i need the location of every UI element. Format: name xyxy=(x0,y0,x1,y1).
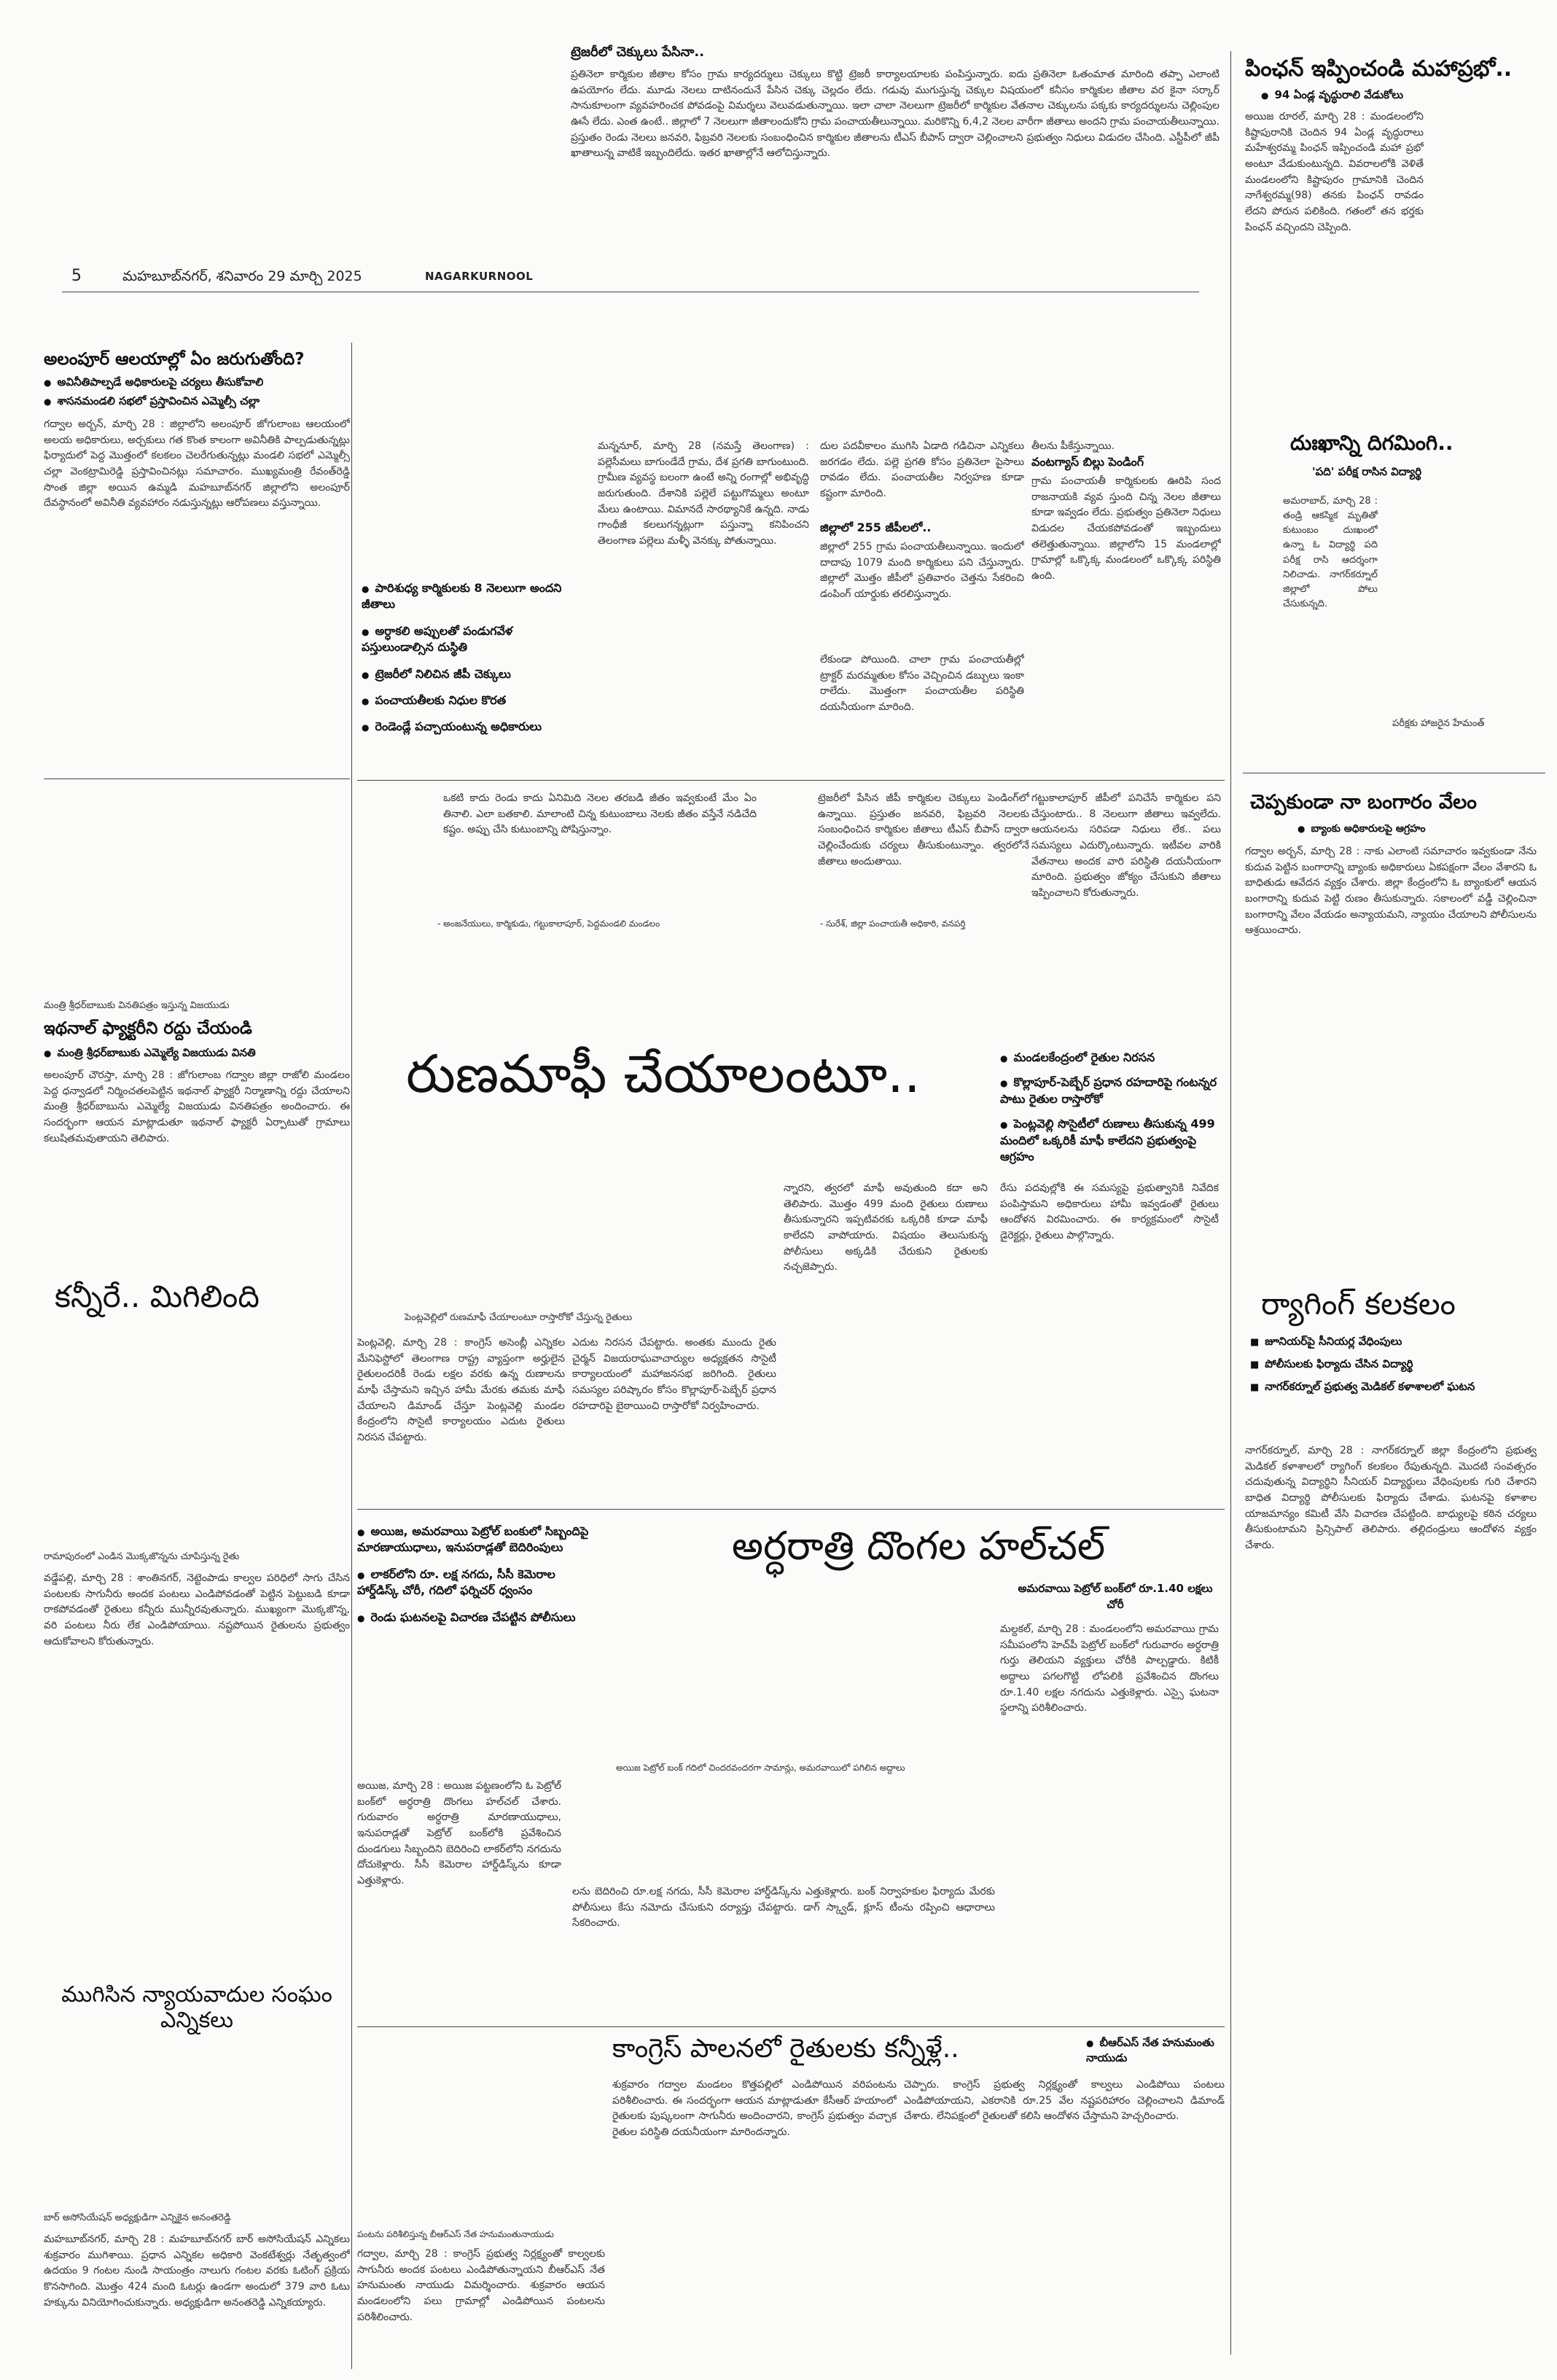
pension-photo xyxy=(1432,109,1542,321)
right-col-divider xyxy=(1230,51,1231,2354)
dateline: మహబూబ్‌నగర్, శనివారం 29 మార్చి 2025 xyxy=(122,268,362,284)
congress-kicker: ● బీఆర్‌ఎస్ నేత హనుమంతు నాయుడు xyxy=(1086,2035,1225,2066)
ragging-bullet-2: ■ పోలీసులకు ఫిర్యాదు చేసిన విద్యార్థి xyxy=(1250,1357,1542,1372)
congress-photo xyxy=(357,2034,605,2223)
sanitation-bullet-3: ● ట్రెజరీలో నిలిచిన జీపీ చెక్కులు xyxy=(362,666,588,682)
gas-body-2: గ్రామ పంచాయతీ కార్మికులకు ఊరిపి సంద రాజనాయకి వ్యవ స్తుంది చిన్న నెలల జీతాలు కూడా ఇవ్వడం లేదు. ప్రభుత్వం ప్రతినెలా నిధులు విడుదల చేయకపోవడంతో ఇబ్బందులు తలెత్తుతున్నాయి. జిల్లాలోని 15 మండలాల్లో గ్రామాల్లో ఒక్కొక్క మండలంలో ఒక్కొక్క పరిస్థితి ఉంది. xyxy=(1031,475,1221,582)
pension-body: అయిజ రూరల్, మార్చి 28 : మండలంలోని కిష్టాపురానికి చెందిన 94 ఏండ్ల వృద్ధురాలు మహేశ్వరమ్మ పింఛన్ ఇప్పించండి మహా ప్రభో అంటూ వేడుకుంటున్నది. వివరాలలోకి వెళితే మండలంలోని కిష్టాపురం గ్రామానికి చెందిన నాగేశ్వరమ్మ(98) తనకు పింఛన్ రావడం లేదని పోరున పలికింది. గతంలో తన భర్తకు పింఛన్ వచ్చిందని చెప్పింది. xyxy=(1245,111,1424,233)
sanitation-bullet-1: ● పారిశుధ్య కార్మికులకు 8 నెలలుగా అందని జీతాలు xyxy=(362,580,588,613)
congress-caption: పంటను పరిశీలిస్తున్న బీఆర్‌ఎస్ నేత హనుమంతునాయుడు xyxy=(357,2229,554,2239)
sanitation-body-2: దుల పదవీకాలం ముగిసి ఏడాది గడిచినా ఎన్నికలు జరగడం లేదు. పల్లె ప్రగతి కోసం ప్రతినెలా పైసాలు రావడం లేదు. పంచాయతీల నిర్వహణ కూడా కష్టంగా మారింది. xyxy=(820,440,1024,500)
dukham-photo xyxy=(1385,494,1542,713)
sanitation-workers-photo xyxy=(357,437,561,561)
bank-bullet: ● బ్యాంకు అధికారులపై ఆగ్రహం xyxy=(1298,822,1531,837)
quote-1-body: ఒకటి కాదు రెండు కాదు ఏనిమిది నెలల తరబడి జీతం ఇవ్వకుంటే మేం ఏం తినాలి. ఎలా బతకాలి. మాలాంటి చిన్న కుటుంబాలు నెలకు జీతం వస్తేనే నడిచేది కష్టం. అప్పు చేసి కుటుంబాన్ని పోషిస్తున్నాం. xyxy=(443,792,757,836)
sanitation-body-3: జిల్లాలో 255 గ్రామ పంచాయతీలున్నాయి. ఇందులో దాదాపు 1079 మంది కార్మికులు పని చేస్తున్నారు. జిల్లాలో మొత్తం జీపీలో ప్రతివారం చెత్తను సేకరించి డంపింగ్ యార్డుకు తరలిస్తున్నారు. xyxy=(820,541,1024,601)
gas-subhead: వంటగ్యాస్ బిల్లు పెండింగ్ xyxy=(1031,455,1144,469)
sanitation-subhead: జిల్లాలో 255 జీపీలలో.. xyxy=(820,520,932,534)
ragging-bullet-3: ■ నాగర్‌కర్నూల్ ప్రభుత్వ మెడికల్ కళాశాలలో ఘటన xyxy=(1250,1379,1542,1394)
pension-bullet: ● 94 ఏండ్ల వృద్ధురాలి వేడుకోలు xyxy=(1261,87,1538,103)
dukham-headline: దుఃఖాన్ని దిగమింగి.. xyxy=(1290,431,1453,455)
runa-headline: రుణమాఫీ చేయాలంటూ.. xyxy=(406,1043,921,1104)
edition-label: NAGARKURNOOL xyxy=(425,270,534,283)
runa-body-3: న్నారని, త్వరలో మాఫీ అవుతుంది కదా అని తెలిపారు. మొత్తం 499 మంది రైతులు రుణాలు తీసుకున్నారని ఇప్పటివరకు ఒక్కరికి కూడా మాఫీ కాలేదని వాపోయారు. విషయం తెలుసుకున్న పోలీసులు అక్కడికి చేరుకుని రైతులకు నచ్చజెప్పారు. xyxy=(784,1182,988,1273)
thieves-body-2: లను బెదిరించి రూ.లక్ష నగదు, సీసీ కెమెరాల హార్డ్‌డిస్క్‌ను ఎత్తుకెళ్లారు. బంక్ నిర్వాహకుల ఫిర్యాదు మేరకు పోలీసులు కేసు నమోదు చేసుకుని దర్యాప్తు చేపట్టారు. డాగ్ స్క్వాడ్, క్లూస్ టీంను రప్పించి ఆధారాలు సేకరించారు. xyxy=(572,1886,995,1930)
runa-bullet-2: ● కొల్లాపూర్-పెబ్బేర్ ప్రధాన రహదారిపై గంటన్నర పాటు రైతుల రాస్తారోకో xyxy=(1000,1074,1219,1107)
alampur-headline: అలంపూర్ ఆలయాల్లో ఏం జరుగుతోంది? xyxy=(44,350,305,369)
thieves-bullet-2: ● లాకర్‌లోని రూ. లక్ష నగదు, సీసీ కెమెరాల హార్డ్‌డిస్క్ చోరీ, గదిలో ఫర్నిచర్ ధ్వంసం xyxy=(357,1566,598,1599)
alampur-bullet-1: ● అవినీతిపాల్పడే అధికారులపై చర్యలు తీసుకోవాలి xyxy=(44,375,357,390)
congress-body-3: చెప్పారు. కాంగ్రెస్ ప్రభుత్వ నిర్లక్ష్యంతో కాల్వలు ఎండిపోయి పంటలు ఎండిపోయాయని, ఎకరానికి రూ.25 వేల నష్టపరిహారం చెల్లించాలని డిమాండ్ చేశారు. లేనిపక్షంలో రైతులతో కలిసి ఆందోళన చేస్తామని హెచ్చరించారు. xyxy=(904,2079,1225,2123)
runa-bullet-3: ● పెంట్లవెల్లి సొసైటీలో రుణాలు తీసుకున్న 499 మందిలో ఒక్కరికీ మాఫీ కాలేదని ప్రభుత్వంపై ఆగ్రహం xyxy=(1000,1116,1219,1165)
ragging-body: నాగర్‌కర్నూల్, మార్చి 28 : నాగర్‌కర్నూల్ జిల్లా కేంద్రంలోని ప్రభుత్వ మెడికల్ కళాశాలలో ర్యాగింగ్ కలకలం రేపుతున్నది. మొదటి సంవత్సరం చదువుతున్న విద్యార్థిని సీనియర్ విద్యార్థులు వేధింపులకు గురి చేశారని బాధిత విద్యార్థి పోలీసులకు ఫిర్యాదు చేశాడు. ఘటనపై కళాశాల యాజమాన్యం కమిటీ వేసి విచారణ చేపట్టింది. బాధ్యులపై కఠిన చర్యలు తీసుకుంటామని ప్రిన్సిపాల్ తెలిపారు. తల్లిదండ్రులు ఆందోళన వ్యక్తం చేశారు. xyxy=(1245,1445,1537,1552)
thieves-subhead: అమరవాయి పెట్రోల్ బంక్‌లో రూ.1.40 లక్షలు చోరీ xyxy=(1018,1582,1213,1611)
sanitation-bullets xyxy=(362,580,588,736)
runa-bullets xyxy=(1000,1050,1219,1165)
col4-side-body: గట్టుకాలాపూర్ జీపీలో పనిచేసే కార్మికుల పని చేస్తుంటారు.. 8 నెలలుగా జీతాలు ఇవ్వలేదు. ఆయనలను సరిపడా నిధులు లేక.. పలు సమస్యలు ఎదుర్కొంటున్నారు. ఇటీవల వారికి వేతనాలు అందక వారి పరిస్థితి దయనీయంగా మారింది. ప్రభుత్వం జోక్యం చేసుకుని జీతాలు ఇప్పించాలని కోరుతున్నారు. xyxy=(1031,792,1221,900)
alampur-bullet-2: ● శాసనమండలి సభలో ప్రస్తావించిన ఎమ్మెల్సీ చల్లా xyxy=(44,394,357,409)
tears-headline: కన్నీరే.. మిగిలింది xyxy=(55,1279,260,1314)
sanitation-body-4: లేకుండా పోయింది. చాలా గ్రామ పంచాయతీల్లో ట్రాక్టర్ మరమ్మతుల కోసం వెచ్చించిన డబ్బులు ఇంకా రాలేదు. మొత్తంగా పంచాయతీల పరిస్థితి దయనీయంగా మారింది. xyxy=(820,654,1024,714)
thieves-photo-1 xyxy=(616,1582,995,1757)
ethanol-kicker: మంత్రి శ్రీధర్‌బాబుకు వినతిపత్రం ఇస్తున్న విజయుడు xyxy=(44,1000,230,1011)
treasury-body: ప్రతినెలా కార్మికుల జీతాల కోసం గ్రామ కార్యదర్శులు చెక్కులు కొట్టి ట్రెజరీ కార్యాలయాలకు పంపిస్తున్నారు. ఐదు ప్రతినెలా ఓతంమాత మారింది తప్పా ఎలాంటి ఉపయోగం లేదు. మూడు నెలలు దాటినందునే పేసిన చెక్కు చెల్లదం లేదు. గడువు ముగుస్తున్న చెక్కుల విషయంలో కనీసం కార్మికుల జీతాల వర కైనా సర్కార్ సానుకూలంగా వ్యవహరించక పోవడంపై విమర్శలు వెలువడుతున్నాయి. ఇలా చాలా నెలలుగా ట్రెజరీలో కార్మికుల వేతనాల చెక్కులను పక్కకు కార్యదర్శులను చెల్లింపుల ఊసే లేదు. ఎంత ఉంటే.. జిల్లాలో 7 నెలలుగా జీతాలందుకోని గ్రామ పంచాయతీలున్నాయి. మరికొన్ని 6,4,2 నెలల వారీగా జీతాలు అందని గ్రామ పంచాయతీలున్నాయి. ప్రస్తుతం రెండు నెలలు జనవరి, ఫిబ్రవరి నెలలకు సంబంధించిన కార్మికుల జీతాలను టీఎస్ బీపాస్ ద్వారా చెల్లించాలని ప్రభుత్వం నిధులు విడుదల చేసింది. ఎస్టీపీలో జీపీ ఖాతాలున్న వాటికే ఇబ్బందిలేదు. ఇతర ఖాతాల్లోనే ఆలోచిస్తున్నారు. xyxy=(571,69,1220,160)
runa-body-2: ఎదుట నిరసన చేపట్టారు. అంతకు ముందు రైతు చైర్మన్ విజయరాఘవాచార్యుల అధ్యక్షతన సొసైటీ కార్యాలయంలో మహాజనసభ జరిగింది. రైతులు సమస్యల పరిష్కారం కోసం కొల్లాపూర్-పెబ్బేర్ ప్రధాన రహదారిపై బైఠాయించి రాస్తారోకో నిర్వహించారు. xyxy=(572,1337,776,1412)
runa-body-4: రేసు పదవుల్లోకి ఈ సమస్యపై ప్రభుత్వానికి నివేదిక పంపిస్తామని అధికారులు హామీ ఇవ్వడంతో రైతులు ఆందోళన విరమించారు. ఈ కార్యక్రమంలో సొసైటీ డైరెక్టర్లు, రైతులు పాల్గొన్నారు. xyxy=(1000,1182,1219,1242)
bar-headline: ముగిసిన న్యాయవాదుల సంఘం ఎన్నికలు xyxy=(61,1982,332,2033)
thieves-photo-2 xyxy=(572,1782,995,1877)
quote-1-attribution: - అంజనేయులు, కార్మికుడు, గట్టుకాలాపూర్, పెద్దమండలి మండలం xyxy=(437,918,660,929)
thieves-bullets xyxy=(357,1523,598,1626)
quote-2-body: ట్రెజరీలో పేసిన జీపీ కార్మికుల చెక్కులు పెండింగ్‌లో ఉన్నాయి. ప్రస్తుతం జనవరి, ఫిబ్రవరి నెలలకు సంబంధించిన కార్మికుల జీతాలు టీఎస్ బీపాస్ ద్వారా చెల్లించేందుకు చర్యలు తీసుకుంటున్నాం. త్వరలోనే జీతాలు అందుతాయి. xyxy=(818,792,1029,867)
runa-photo-caption: పెంట్లవెల్లిలో రుణమాఫీ చేయాలంటూ రాస్తారోకో చేస్తున్న రైతులు xyxy=(405,1312,633,1323)
congress-body-2: శుక్రవారం గద్వాల మండలం కొత్తపల్లిలో ఎండిపోయిన వరిపంటను పరిశీలించారు. ఈ సందర్భంగా ఆయన మాట్లాడుతూ కేసీఆర్ హయాంలో రైతులకు పుష్కలంగా సాగునీరు అందించారని, కాంగ్రెస్ ప్రభుత్వం వచ్చాక రైతుల పరిస్థితి దయనీయంగా మారిందన్నారు. xyxy=(612,2079,897,2139)
sanitation-bullet-2: ● అర్ధాకలి అప్పులతో పండుగవేళ పస్తులుండాల్సిన దుస్థితి xyxy=(362,623,588,656)
sanitation-bullet-4: ● పంచాయతీలకు నిధుల కొరత xyxy=(362,692,588,709)
ragging-bullets xyxy=(1250,1334,1542,1395)
thieves-bullet-3: ● రెండు ఘటనలపై విచారణ చేపట్టిన పోలీసులు xyxy=(357,1610,598,1626)
ethanol-headline: ఇథనాల్ ఫ్యాక్టరీని రద్దు చేయండి xyxy=(44,1019,252,1038)
quote-2-attribution: - సురేశ్, జిల్లా పంచాయతీ అధికారి, వనపర్తి xyxy=(820,918,966,929)
ethanol-photo xyxy=(44,784,350,995)
dukham-caption: పరీక్షకు హాజరైన హేమంత్ xyxy=(1392,718,1485,729)
bank-headline: చెప్పకుండా నా బంగారం వేలం xyxy=(1250,791,1477,814)
ragging-headline: ర్యాగింగ్ కలకలం xyxy=(1261,1286,1456,1322)
thieves-caption: అయిజ పెట్రోల్ బంక్ గదిలో చిందరవందరగా సామాన్లు, అమరవాయిలో పగిలిన అద్దాలు xyxy=(616,1763,905,1773)
ethanol-bullet: ● మంత్రి శ్రీధర్‌బాబుకు ఎమ్మెల్యే విజయుడు వినతి xyxy=(44,1045,357,1061)
runa-body-1: పెంట్లవెల్లి, మార్చి 28 : కాంగ్రెస్ అసెంబ్లీ ఎన్నికల మేనిఫెస్టోలో తెలంగాణ రాష్ట్ర వ్యాప్తంగా అర్హులైన రైతులందరికీ రెండు లక్షల వరకు ఉన్న రుణాలను మాఫీ చేస్తామని ఇచ్చిన హామీ మేరకు తమకు మాఫీ చేయాలని డిమాండ్ చేస్తూ పెంట్లవెల్లి మండల కేంద్రంలోని సొసైటీ కార్యాలయం ఎదుట రైతులు నిరసన చేపట్టారు. xyxy=(357,1337,565,1444)
sanitation-body-1: మన్ననూర్, మార్చి 28 (నమస్తే తెలంగాణ) : పల్లెసీమలు బాగుండేదే గ్రామ, దేశ ప్రగతి బాగుంటుంది. గ్రామీణ వ్యవస్థ బలంగా ఉంటే అన్ని రంగాల్లో అభివృద్ధి జరుగుతుంది. దేశానికి పల్లెలే పట్టుగొమ్మలు అంటూ మేలు ఉంటాయి. విమానదే సారథ్యానికే ఉన్నది. నాడు గాంధీజీ కలలుగన్నట్లుగా పస్తున్నా కనిపించని తెలంగాణ పల్లెలు మళ్ళీ వెనక్కు పోతున్నాయి. xyxy=(598,440,809,547)
runa-bullet-1: ● మండలకేంద్రంలో రైతుల నిరసన xyxy=(1000,1050,1219,1066)
left-col-divider xyxy=(351,343,352,2369)
congress-headline: కాంగ్రెస్ పాలనలో రైతులకు కన్నీళ్లే.. xyxy=(612,2034,959,2064)
tears-caption: రామాపురంలో ఎండిన మొక్కజొన్నను చూపిస్తున్న రైతు xyxy=(44,1551,240,1562)
pension-headline: పింఛన్ ఇప్పించండి మహాప్రభో.. xyxy=(1245,56,1513,82)
bank-body: గద్వాల అర్బన్, మార్చి 28 : నాకు ఎలాంటి సమాచారం ఇవ్వకుండా నేను కుదువ పెట్టిన బంగారాన్ని బ్యాంకు అధికారులు ఏకపక్షంగా వేలం వేశారని ఓ బాధితుడు ఆవేదన వ్యక్తం చేశారు. జిల్లా కేంద్రంలోని ఓ బ్యాంకులో ఆయన బంగారాన్ని కుదువ పెట్టి రుణం తీసుకున్నారు. సకాలంలో వడ్డీ చెల్లించినా బంగారాన్ని వేలం వేయడం అన్యాయమని, న్యాయం చేయాలని పోలీసులను ఆశ్రయించారు. xyxy=(1245,846,1537,937)
thieves-bullet-1: ● అయిజ, అమరవాయి పెట్రోల్ బంకులో సిబ్బందిపై మారణాయుధాలు, ఇనుపరాడ్లతో బెదిరింపులు xyxy=(357,1523,598,1556)
dukham-body: అమరాబాద్, మార్చి 28 : తండ్రి ఆకస్మిక మృతితో కుటుంబం దుఃఖంలో ఉన్నా ఓ విద్యార్థి పది పరీక్ష రాసి ఆదర్శంగా నిలిచాడు. నాగర్‌కర్నూల్ జిల్లాలో పోలు చేసుకున్నది. xyxy=(1283,496,1378,609)
thieves-headline: అర్ధరాత్రి దొంగల హల్‌చల్ xyxy=(731,1523,1106,1569)
thieves-top-rule xyxy=(357,1509,1225,1510)
thieves-body-3: మల్దకల్, మార్చి 28 : మండలంలోని అమరవాయి గ్రామ సమీపంలోని హెచ్‌పీ పెట్రోల్ బంక్‌లో గురువారం అర్ధరాత్రి గుర్తు తెలియని వ్యక్తులు చోరీకి పాల్పడ్డారు. కిటికీ అద్దాలు పగలగొట్టి లోపలికి ప్రవేశించిన దొంగలు రూ.1.40 లక్షల నగదును ఎత్తుకెళ్లారు. ఎస్సై ఘటనా స్థలాన్ని పరిశీలించారు. xyxy=(1000,1623,1219,1714)
worker-portrait-1 xyxy=(359,791,436,878)
tears-photo xyxy=(44,1334,350,1545)
tears-body: వడ్డేపల్లి, మార్చి 28 : శాంతినగర్, నెట్టెంపాడు కాల్వల పరిధిలో సాగు చేసిన పంటలకు సాగునీరు అందక పంటలు ఎండిపోవడంతో పెట్టిన పెట్టుబడి కూడా రాకపోవడంతో రైతులు కన్నీరు మున్నీరవుతున్నారు. ముఖ్యంగా మొక్కజొన్న, వరి పంటలు నీరు లేక ఎండిపోయాయి. నష్టపోయిన రైతులను ప్రభుత్వం ఆదుకోవాలని కోరుతున్నారు. xyxy=(44,1572,350,1647)
ragging-bullet-1: ■ జూనియర్‌పై సీనియర్ల వేధింపులు xyxy=(1250,1334,1542,1349)
congress-top-rule xyxy=(357,2026,1225,2027)
bar-caption: బార్ అసోసియేషన్ అధ్యక్షుడిగా ఎన్నికైన అనంతరెడ్డి xyxy=(44,2212,231,2223)
bar-photo xyxy=(44,2056,350,2209)
sanitation-rule xyxy=(357,780,1225,781)
sanitation-bullet-5: ● రెండెండ్లే పచ్చాయంటున్న అధికారులు xyxy=(362,719,588,735)
page-number: 5 xyxy=(71,267,82,285)
bar-body: మహబూబ్‌నగర్, మార్చి 28 : మహబూబ్‌నగర్ బార్ అసోసియేషన్ ఎన్నికలు శుక్రవారం ముగిశాయి. ప్రధాన ఎన్నికల అధికారి వెంకటేశ్వర్లు నేతృత్వంలో ఉదయం 9 గంటల నుండి సాయంత్రం నాలుగు గంటల వరకు ఓటింగ్ ప్రక్రియ కొనసాగింది. మొత్తం 424 మంది ఓటర్లు ఉండగా అందులో 379 వారి ఓటు హక్కును వినియోగించుకున్నారు. అధ్యక్షుడిగా అనంతరెడ్డి ఎన్నికయ్యారు. xyxy=(44,2233,350,2309)
gas-body-1: తీలను పీకేస్తున్నాయి. xyxy=(1031,440,1115,452)
alampur-body: గద్వాల అర్బన్, మార్చి 28 : జిల్లాలోని అలంపూర్ జోగులాంబ ఆలయంలో అలయ అధికారులు, అర్చకులు గత కొంత కాలంగా అవినీతికి పాల్పడుతున్నట్లు ఫిర్యాదులో పెద్ద మొత్తంలో కలకలం చెలరేగుతున్నట్లు మండలి సభలో ఎమ్మెల్సీ చల్లా వెంకట్రామిరెడ్డి ప్రస్తావించినట్లు సమాచారం. ముఖ్యమంత్రి రేవంత్‌రెడ్డి సొంత జిల్లా అయిన ఉమ్మడి మహబూబ్‌నగర్ జిల్లాలోని అలంపూర్ దేవస్థానంలో అవినీతి వ్యవహారం నడుస్తున్నట్లు ఆరోపణలు వస్తున్నాయి. xyxy=(44,418,350,510)
ethanol-body: అలంపూర్ చౌరస్తా, మార్చి 28 : జోగులాంబ గద్వాల జిల్లా రాజోలి మండలం పెద్ద ధన్వాడలో నిర్మించతలపెట్టిన ఇథనాల్ ఫ్యాక్టరీ నిర్మాణాన్ని రద్దు చేయాలని మంత్రి శ్రీధర్‌బాబును ఎమ్మెల్యే విజయుడు వినతిపత్రం అందించారు. ఈ సందర్భంగా ఆయన మాట్లాడుతూ ఇథనాల్ ఫ్యాక్టరీ ఏర్పాటుతో గ్రామాలు కలుషితమవుతాయని తెలిపారు. xyxy=(44,1069,350,1144)
officer-portrait xyxy=(762,791,813,878)
treasury-headline: ట్రెజరీలో చెక్కులు పేసినా.. xyxy=(571,44,705,60)
congress-body-1: గద్వాల, మార్చి 28 : కాంగ్రెస్ ప్రభుత్వ నిర్లక్ష్యంతో కాల్వలకు సాగునీరు అందక పంటలు ఎండిపోతున్నాయని బీఆర్‌ఎస్ నేత హనుమంతు నాయుడు విమర్శించారు. శుక్రవారం ఆయన మండలంలోని పలు గ్రామాల్లో ఎండిపోయిన పంటలను పరిశీలించారు. xyxy=(357,2248,605,2323)
thieves-body-1: అయిజ, మార్చి 28 : అయిజ పట్టణంలోని ఓ పెట్రోల్ బంక్‌లో అర్ధరాత్రి దొంగలు హల్‌చల్ చేశారు. గురువారం అర్ధరాత్రి మారణాయుధాలు, ఇనుపరాడ్లతో పెట్రోల్ బంక్‌లోకి ప్రవేశించిన దుండగులు సిబ్బందిని బెదిరించి లాకర్‌లోని నగదును దోచుకెళ్లారు. సీసీ కెమెరాల హార్డ్‌డిస్క్‌ను కూడా ఎత్తుకెళ్లారు. xyxy=(357,1780,561,1887)
dukham-subhead: 'పది' పరీక్ష రాసిన విద్యార్థి xyxy=(1312,465,1422,478)
